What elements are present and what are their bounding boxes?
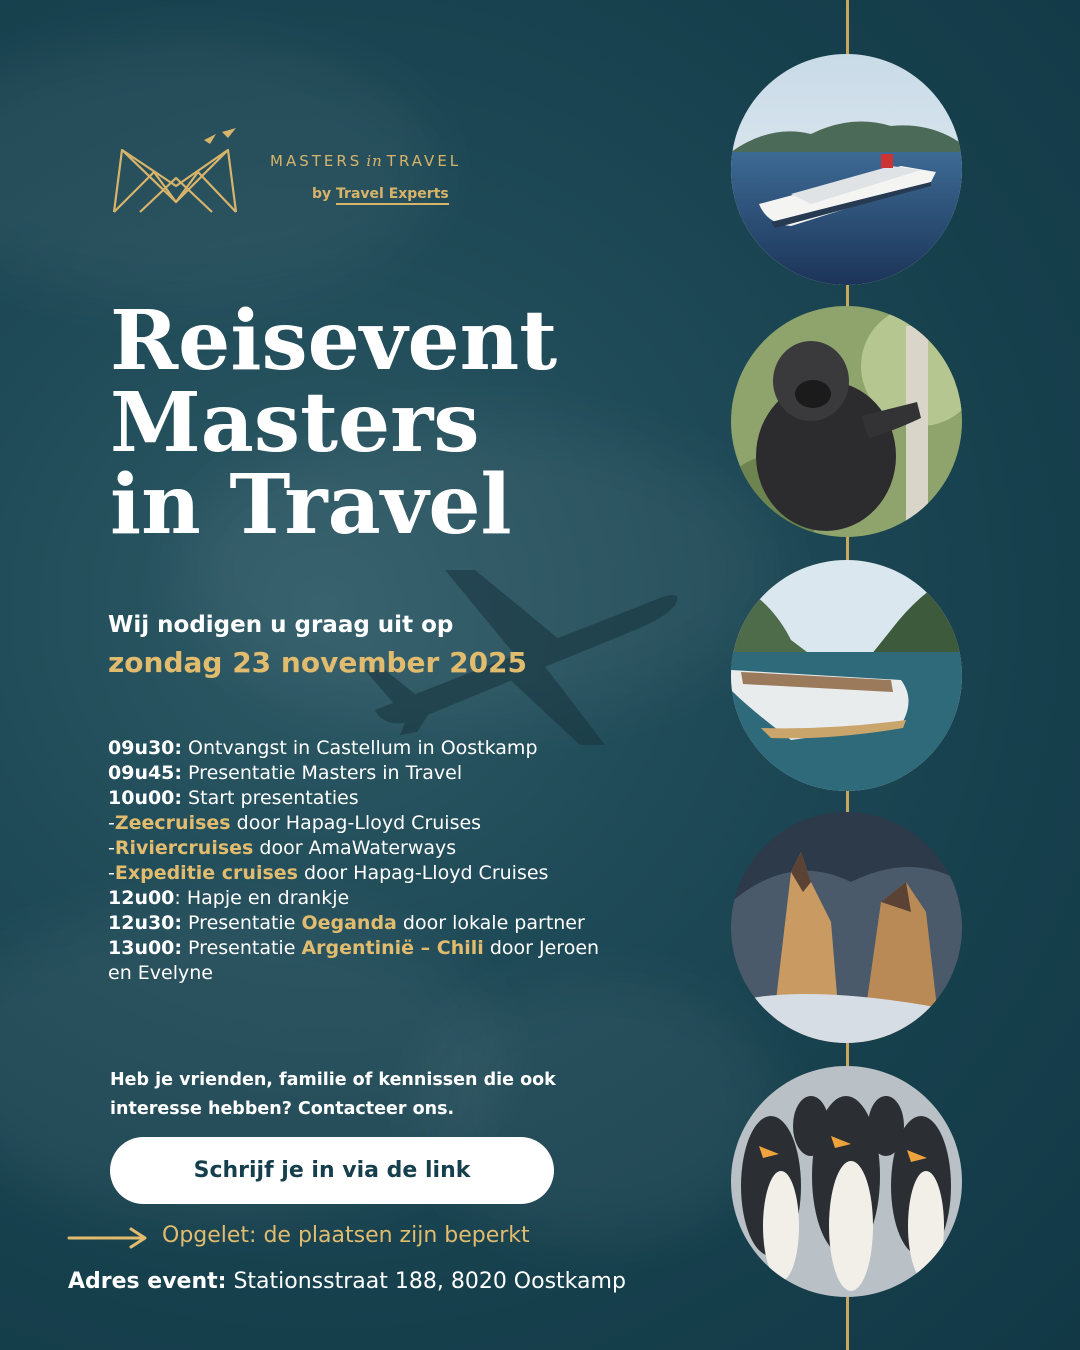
schedule-item	[108, 811, 648, 836]
masters-in-travel-logo-icon	[110, 128, 240, 218]
brand-name-in: in	[366, 152, 383, 170]
schedule-item	[108, 936, 648, 961]
address-label: Adres event:	[68, 1269, 227, 1294]
brand-byline	[312, 186, 449, 202]
schedule-highlight: Riviercruises	[114, 837, 254, 859]
register-button[interactable]: Schrijf je in via de link	[110, 1137, 554, 1204]
schedule-text: door Hapag-Lloyd Cruises	[230, 812, 482, 834]
arrow-right-icon	[67, 1226, 149, 1250]
schedule-highlight: Expeditie cruises	[114, 862, 298, 884]
byline-by: by	[312, 186, 332, 202]
schedule-item	[108, 961, 648, 986]
schedule-item	[108, 861, 648, 886]
schedule-dash: -	[108, 812, 115, 834]
schedule-highlight: Zeecruises	[114, 812, 231, 834]
schedule-item	[108, 736, 648, 761]
schedule-text: Start presentaties	[182, 787, 359, 809]
schedule-dash: -	[108, 862, 115, 884]
schedule-dash: -	[108, 837, 115, 859]
schedule-text: Presentatie	[182, 937, 302, 959]
title-line-2: Masters	[110, 375, 480, 471]
brand-name-right: TRAVEL	[386, 152, 462, 170]
address-value: Stationsstraat 188, 8020 Oostkamp	[226, 1269, 626, 1294]
penguins-photo	[731, 1066, 962, 1297]
byline-company: Travel Experts	[336, 186, 449, 205]
schedule-time: 09u45:	[108, 762, 183, 784]
schedule-text: Presentatie	[182, 912, 302, 934]
schedule-text: en Evelyne	[108, 962, 213, 984]
schedule-text: door Jeroen	[483, 937, 600, 959]
contact-line-1: Heb je vrienden, familie of kennissen die ook	[110, 1070, 556, 1090]
schedule-time: 10u00:	[108, 787, 183, 809]
page-title	[110, 293, 558, 553]
schedule-highlight: Oeganda	[301, 912, 397, 934]
event-address	[68, 1269, 626, 1294]
contact-text	[110, 1066, 556, 1124]
gorilla-photo	[731, 306, 962, 537]
title-line-3: in Travel	[110, 457, 512, 553]
river-cruise-photo	[731, 560, 962, 791]
schedule-text: door AmaWaterways	[253, 837, 457, 859]
limited-places-notice: Opgelet: de plaatsen zijn beperkt	[162, 1223, 530, 1248]
schedule-highlight: Argentinië – Chili	[301, 937, 484, 959]
schedule-item	[108, 886, 648, 911]
schedule-item	[108, 786, 648, 811]
brand-name	[270, 152, 461, 170]
cruise-ship-photo	[731, 54, 962, 285]
brand-name-left: MASTERS	[270, 152, 363, 170]
event-date: zondag 23 november 2025	[108, 646, 528, 679]
schedule-item	[108, 761, 648, 786]
contact-line-2: interesse hebben? Contacteer ons.	[110, 1099, 455, 1119]
schedule-text: : Hapje en drankje	[174, 887, 350, 909]
invite-text: Wij nodigen u graag uit op	[108, 612, 454, 638]
schedule-text: Presentatie Masters in Travel	[182, 762, 463, 784]
schedule-time: 09u30:	[108, 737, 183, 759]
schedule-time: 13u00:	[108, 937, 183, 959]
schedule-item	[108, 836, 648, 861]
schedule-time: 12u30:	[108, 912, 183, 934]
title-line-1: Reisevent	[110, 293, 558, 389]
schedule-text: Ontvangst in Castellum in Oostkamp	[182, 737, 538, 759]
schedule-text: door lokale partner	[396, 912, 585, 934]
mountain-peaks-photo	[731, 812, 962, 1043]
schedule-time: 12u00	[108, 887, 175, 909]
schedule-item	[108, 911, 648, 936]
schedule-text: door Hapag-Lloyd Cruises	[297, 862, 549, 884]
schedule	[108, 736, 648, 986]
